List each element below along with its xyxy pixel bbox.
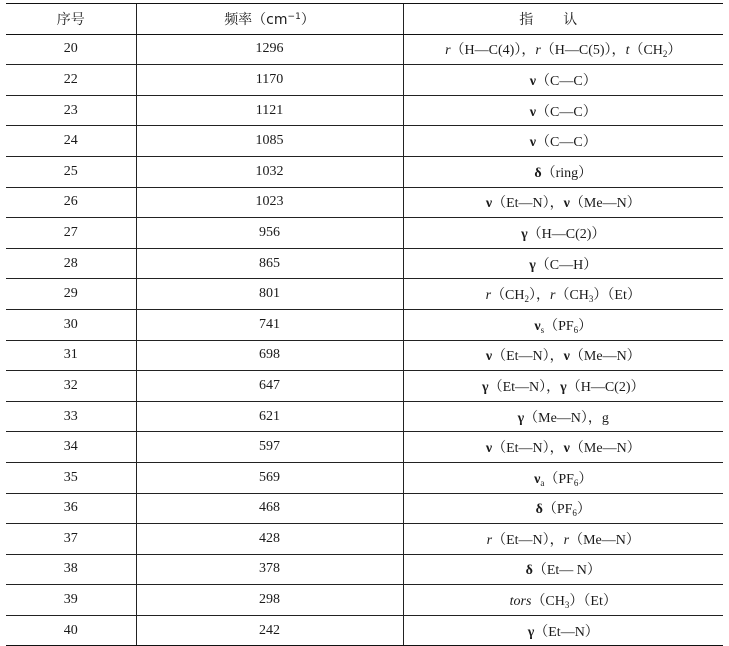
cell-assignment: ν（C—C） <box>403 65 723 96</box>
cell-assignment: γ（H—C(2)） <box>403 218 723 249</box>
table-row <box>6 401 723 432</box>
cell-index: 24 <box>6 126 136 157</box>
cell-assignment: δ（Et— N） <box>403 554 723 585</box>
cell-index: 22 <box>6 65 136 96</box>
vibration-assignment-table <box>6 3 723 646</box>
cell-assignment: $\nu_s(PF_6)$ <box>403 309 723 340</box>
cell-frequency: 597 <box>136 432 403 463</box>
table-header-row <box>6 4 723 35</box>
cell-assignment: $r(CH_2)$，$r(CH_3)(Et)$ <box>403 279 723 310</box>
table-row <box>6 248 723 279</box>
table-row <box>6 156 723 187</box>
cell-assignment: $tors(CH_3)(Et)$ <box>403 585 723 616</box>
cell-frequency: 1023 <box>136 187 403 218</box>
cell-index: 28 <box>6 248 136 279</box>
cell-assignment: γ（Et—N），γ（H—C(2)） <box>403 371 723 402</box>
cell-frequency: 569 <box>136 462 403 493</box>
table-row <box>6 371 723 402</box>
cell-index: 33 <box>6 401 136 432</box>
cell-frequency: 378 <box>136 554 403 585</box>
table-row <box>6 95 723 126</box>
cell-index: 27 <box>6 218 136 249</box>
header-index: 序号 <box>6 4 136 35</box>
cell-frequency: 1296 <box>136 34 403 65</box>
cell-frequency: 956 <box>136 218 403 249</box>
cell-assignment: γ（Et—N） <box>403 615 723 646</box>
table-row <box>6 65 723 96</box>
table-row <box>6 126 723 157</box>
table-row <box>6 340 723 371</box>
cell-index: 26 <box>6 187 136 218</box>
cell-index: 25 <box>6 156 136 187</box>
table-row <box>6 615 723 646</box>
cell-assignment: δ（ring） <box>403 156 723 187</box>
cell-assignment: γ（C—H） <box>403 248 723 279</box>
cell-frequency: 1032 <box>136 156 403 187</box>
cell-assignment: r（Et—N），r（Me—N） <box>403 524 723 555</box>
cell-frequency: 647 <box>136 371 403 402</box>
table-row <box>6 524 723 555</box>
cell-assignment: ν（C—C） <box>403 95 723 126</box>
cell-index: 29 <box>6 279 136 310</box>
cell-frequency: 298 <box>136 585 403 616</box>
cell-assignment: $\nu_a(PF_6)$ <box>403 462 723 493</box>
table-row <box>6 585 723 616</box>
cell-index: 35 <box>6 462 136 493</box>
table-row <box>6 187 723 218</box>
table-row <box>6 432 723 463</box>
cell-frequency: 698 <box>136 340 403 371</box>
cell-frequency: 428 <box>136 524 403 555</box>
cell-frequency: 242 <box>136 615 403 646</box>
cell-index: 37 <box>6 524 136 555</box>
cell-index: 20 <box>6 34 136 65</box>
header-frequency: 频率$(cm^{-1})$ <box>136 4 403 35</box>
cell-index: 39 <box>6 585 136 616</box>
cell-index: 40 <box>6 615 136 646</box>
cell-index: 38 <box>6 554 136 585</box>
cell-assignment: γ（Me—N），g <box>403 401 723 432</box>
cell-assignment: ν（C—C） <box>403 126 723 157</box>
cell-index: 32 <box>6 371 136 402</box>
cell-frequency: 1121 <box>136 95 403 126</box>
cell-frequency: 741 <box>136 309 403 340</box>
cell-frequency: 1085 <box>136 126 403 157</box>
cell-frequency: 621 <box>136 401 403 432</box>
cell-index: 34 <box>6 432 136 463</box>
table-row <box>6 279 723 310</box>
table-row <box>6 493 723 524</box>
cell-index: 23 <box>6 95 136 126</box>
cell-assignment: ν（Et—N），ν（Me—N） <box>403 340 723 371</box>
table-row <box>6 554 723 585</box>
cell-assignment: $\delta(PF_6)$ <box>403 493 723 524</box>
cell-assignment: ν（Et—N），ν（Me—N） <box>403 432 723 463</box>
cell-assignment: ν（Et—N），ν（Me—N） <box>403 187 723 218</box>
cell-index: 31 <box>6 340 136 371</box>
cell-frequency: 1170 <box>136 65 403 96</box>
table-row <box>6 218 723 249</box>
table-row <box>6 309 723 340</box>
cell-frequency: 865 <box>136 248 403 279</box>
table-row <box>6 34 723 65</box>
cell-frequency: 468 <box>136 493 403 524</box>
table-row <box>6 462 723 493</box>
cell-index: 36 <box>6 493 136 524</box>
cell-frequency: 801 <box>136 279 403 310</box>
cell-assignment: r（H—C(4)），r（H—C(5)），$t(CH_2)$ <box>403 34 723 65</box>
header-assignment: 指认 <box>403 4 723 35</box>
cell-index: 30 <box>6 309 136 340</box>
